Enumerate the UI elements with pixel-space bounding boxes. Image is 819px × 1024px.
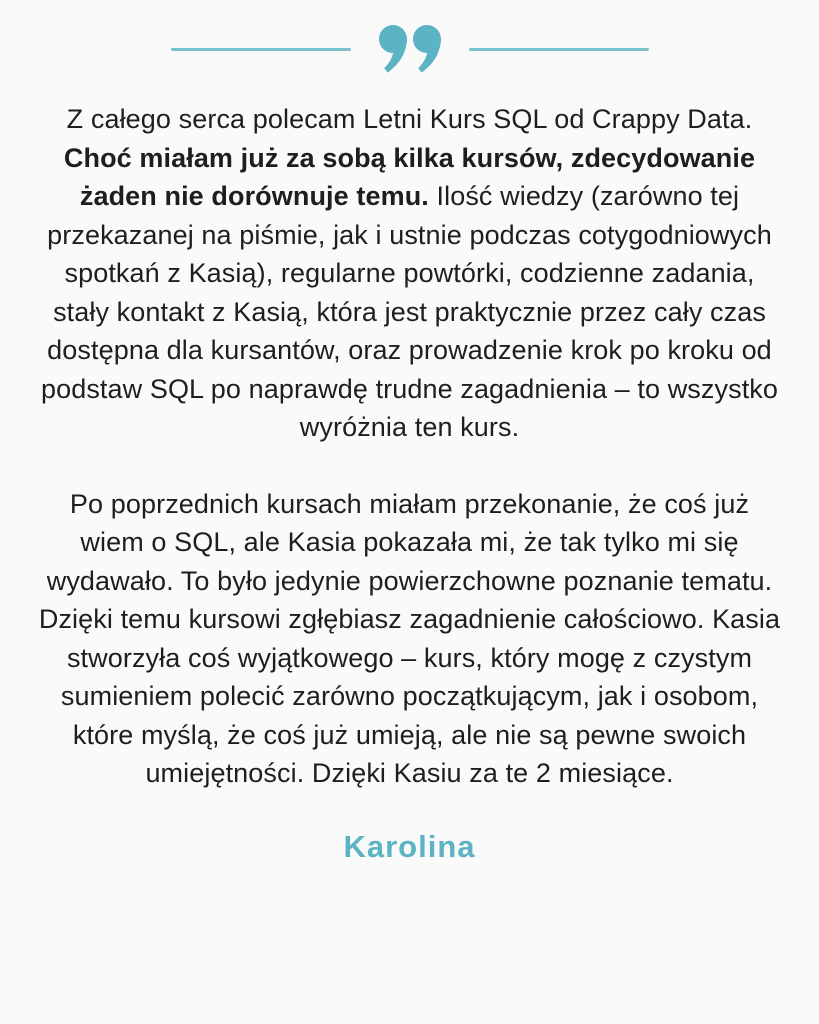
testimonial-p1-highlight: Choć miałam już za sobą kilka kursów, zdecydowanie żaden nie dorównuje temu.: [63, 142, 756, 211]
testimonial-paragraph-1: [36, 100, 784, 447]
quote-divider: [171, 24, 649, 74]
author-name: Karolina: [343, 828, 476, 864]
testimonial-p1-continuation: Ilość wiedzy (zarówno tej przekazanej na piśmie, jak i ustnie podczas cotygodniowych spotkań z Kasią), regularne powtórki, codzienne zadania, stały kontakt z Kasią, która jest praktycznie przez cały czas dostępna dla kursantów, oraz prowadzenie krok po kroku od podstaw SQL po naprawdę trudne zagadnienia – to wszystko wyróżnia ten kurs.: [40, 181, 779, 442]
divider-line-left: [171, 48, 351, 51]
testimonial-p1-opening: Z całego serca polecam Letni Kurs SQL od Crappy Data.: [66, 104, 753, 134]
divider-line-right: [469, 48, 649, 51]
testimonial-text: [36, 100, 784, 793]
double-quote-icon: [379, 25, 441, 73]
testimonial-paragraph-2: Po poprzednich kursach miałam przekonanie, że coś już wiem o SQL, ale Kasia pokazała mi, że tak tylko mi się wydawało. To było jedynie powierzchowne poznanie tematu. Dzięki temu kursowi zgłębiasz zagadnienie całościowo. Kasia stworzyła coś wyjątkowego – kurs, który mogę z czystym sumieniem polecić zarówno początkującym, jak i osobom, które myślą, że coś już umieją, ale nie są pewne swoich umiejętności. Dzięki Kasiu za te 2 miesiące.: [38, 488, 781, 788]
